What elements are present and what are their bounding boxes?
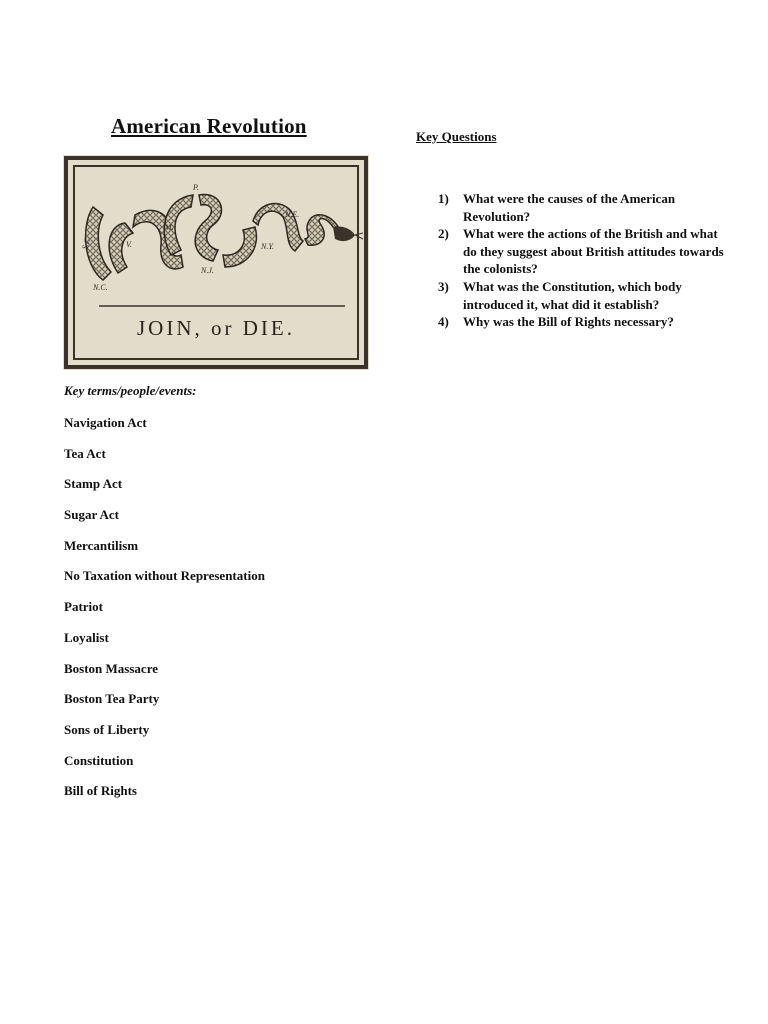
svg-text:M.: M. <box>165 223 174 232</box>
svg-text:N.J.: N.J. <box>201 266 214 275</box>
key-term-item: Sugar Act <box>64 507 120 523</box>
question-number: 4) <box>438 314 449 330</box>
key-term-item: Constitution <box>64 752 134 768</box>
key-questions-heading: Key Questions <box>416 129 497 144</box>
key-term-item: Loyalist <box>64 629 109 645</box>
join-or-die-cartoon-image <box>63 155 369 370</box>
key-term-item: Navigation Act <box>64 415 147 430</box>
question-item <box>438 190 728 225</box>
question-text: What were the actions of the British and what do they suggest about British attitudes towards the colonists? <box>463 226 724 277</box>
svg-text:N.E.: N.E. <box>285 210 300 219</box>
question-item <box>438 225 728 278</box>
svg-text:N.C.: N.C. <box>93 283 108 292</box>
svg-text:S.C.: S.C. <box>80 235 93 251</box>
key-term-item: Sons of Liberty <box>64 721 150 737</box>
question-number: 2) <box>438 226 449 242</box>
key-term-item: Mercantilism <box>64 537 139 553</box>
question-number: 3) <box>438 278 449 294</box>
question-text: What were the causes of the American Revolution? <box>463 191 676 224</box>
key-term-item: No Taxation without Representation <box>64 568 265 584</box>
question-item <box>438 278 728 313</box>
svg-text:N.Y.: N.Y. <box>261 242 275 251</box>
key-terms-list <box>64 414 265 813</box>
key-term-item: Bill of Rights <box>64 783 137 799</box>
cartoon-caption: JOIN, or DIE. <box>137 316 295 340</box>
key-questions-list <box>438 190 728 331</box>
question-text: What was the Constitution, which body introduced it, what did it establish? <box>463 278 682 312</box>
key-term-item: Stamp Act <box>64 476 123 492</box>
key-term-item: Tea Act <box>64 445 106 461</box>
question-item <box>438 313 728 331</box>
key-term-item: Boston Tea Party <box>64 691 160 707</box>
key-terms-heading: Key terms/people/events: <box>64 383 197 398</box>
svg-text:P.: P. <box>193 183 199 192</box>
question-text: Why was the Bill of Rights necessary? <box>463 314 674 330</box>
question-number: 1) <box>438 191 449 206</box>
key-term-item: Boston Massacre <box>64 660 159 676</box>
svg-text:V.: V. <box>126 240 132 249</box>
key-term-item: Patriot <box>64 599 103 615</box>
page-title: American Revolution <box>111 114 307 138</box>
